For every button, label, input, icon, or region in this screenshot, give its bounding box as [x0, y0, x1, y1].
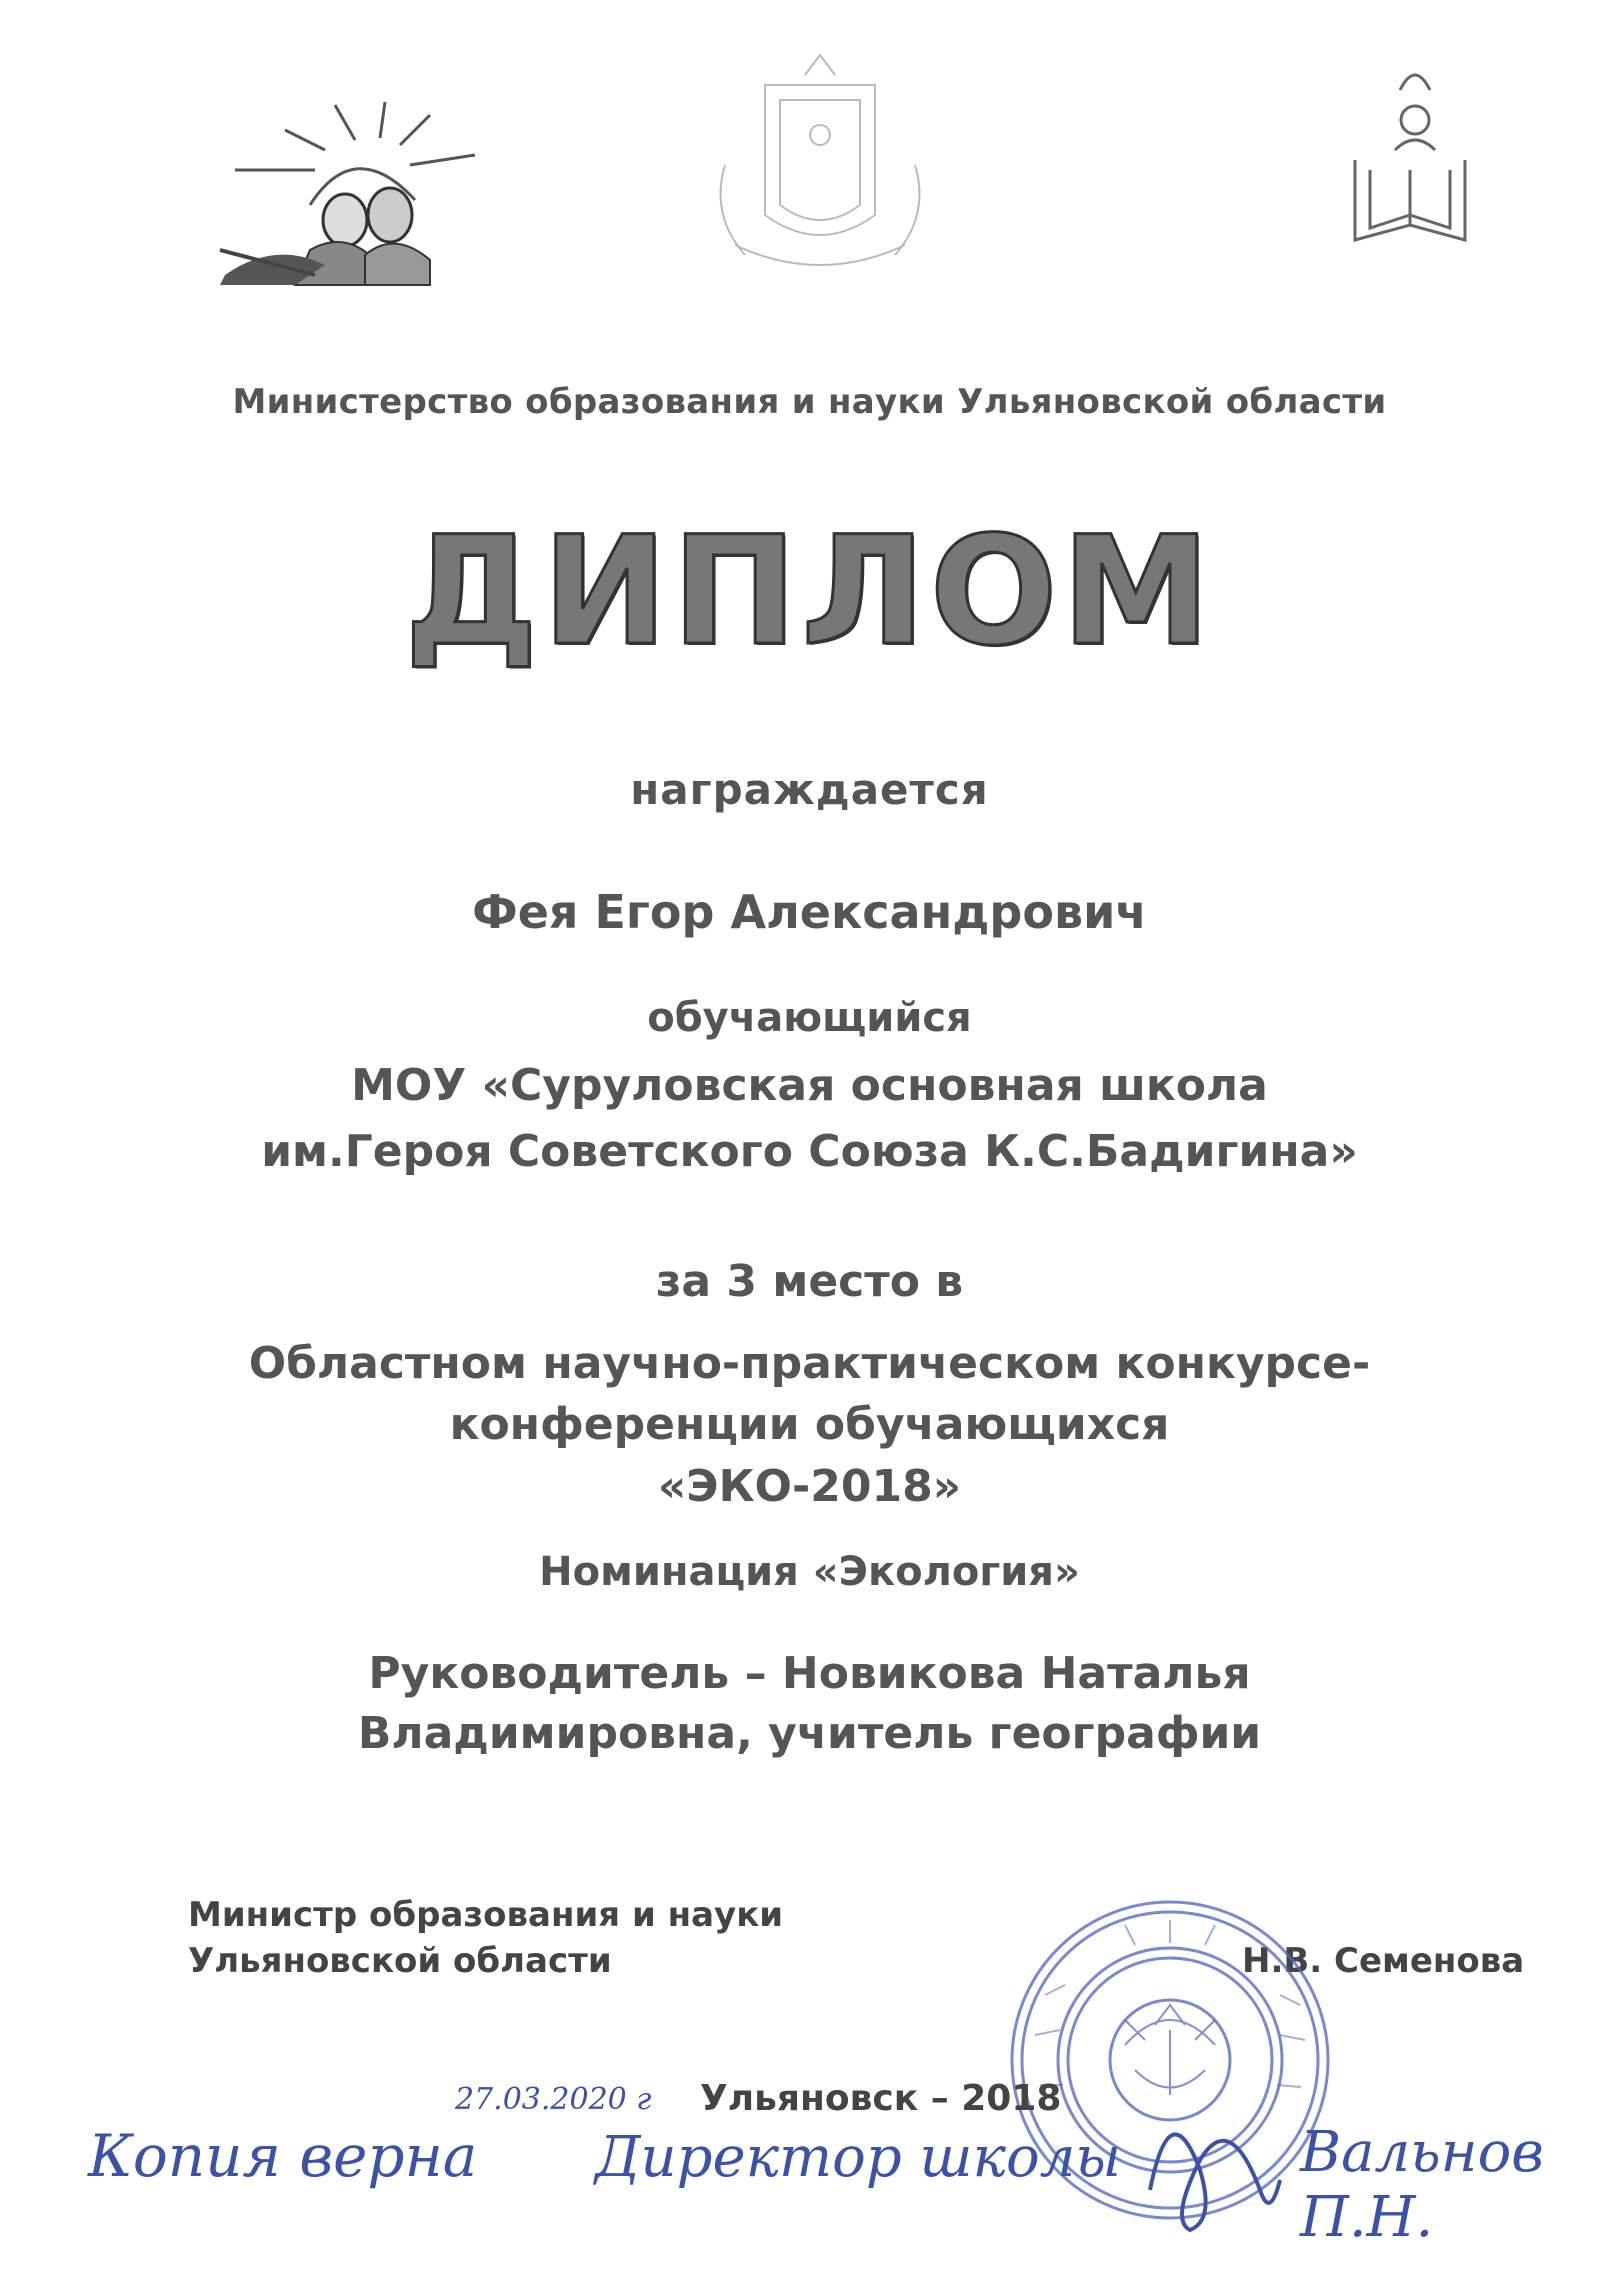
- coat-of-arms-emblem: [695, 45, 945, 295]
- signatory-title-line-1: Министр образования и науки: [188, 1895, 784, 1935]
- contest-line-2: конференции обучающихся: [449, 1399, 1170, 1450]
- recipient-name: Фея Егор Александрович: [472, 885, 1147, 939]
- school-line-1: МОУ «Суруловская основная школа: [351, 1060, 1268, 1111]
- signatory-name: Н.В. Семенова: [1242, 1941, 1525, 1981]
- supervisor-line-2: Владимировна, учитель географии: [357, 1708, 1262, 1759]
- recipient-status: обучающийся: [647, 995, 972, 1041]
- book-emblem: [1345, 50, 1480, 250]
- handwritten-date: 27.03.2020 г: [455, 2082, 652, 2117]
- contest-line-1: Областном научно-практическом конкурсе-: [248, 1338, 1371, 1389]
- contest-line-3: «ЭКО-2018»: [657, 1461, 962, 1512]
- children-sun-emblem: [215, 100, 495, 290]
- signatory-title-line-2: Ульяновской области: [188, 1941, 612, 1981]
- handwritten-director: Директор школы: [595, 2125, 1121, 2190]
- supervisor-line-1: Руководитель – Новикова Наталья: [368, 1648, 1251, 1699]
- awarded-label: награждается: [630, 765, 989, 814]
- ministry-header: Министерство образования и науки Ульяновской области: [232, 382, 1387, 422]
- handwritten-director-name: Вальнов П.Н.: [1300, 2120, 1544, 2250]
- handwritten-signature: [1130, 2070, 1290, 2240]
- nomination: Номинация «Экология»: [539, 1549, 1080, 1595]
- diploma-title: ДИПЛОМ: [404, 505, 1215, 679]
- place-text: за 3 место в: [655, 1256, 964, 1307]
- handwritten-copy-certified: Копия верна: [88, 2122, 478, 2190]
- school-line-2: им.Героя Советского Союза К.С.Бадигина»: [261, 1126, 1358, 1177]
- place-year: Ульяновск – 2018: [700, 2078, 1062, 2119]
